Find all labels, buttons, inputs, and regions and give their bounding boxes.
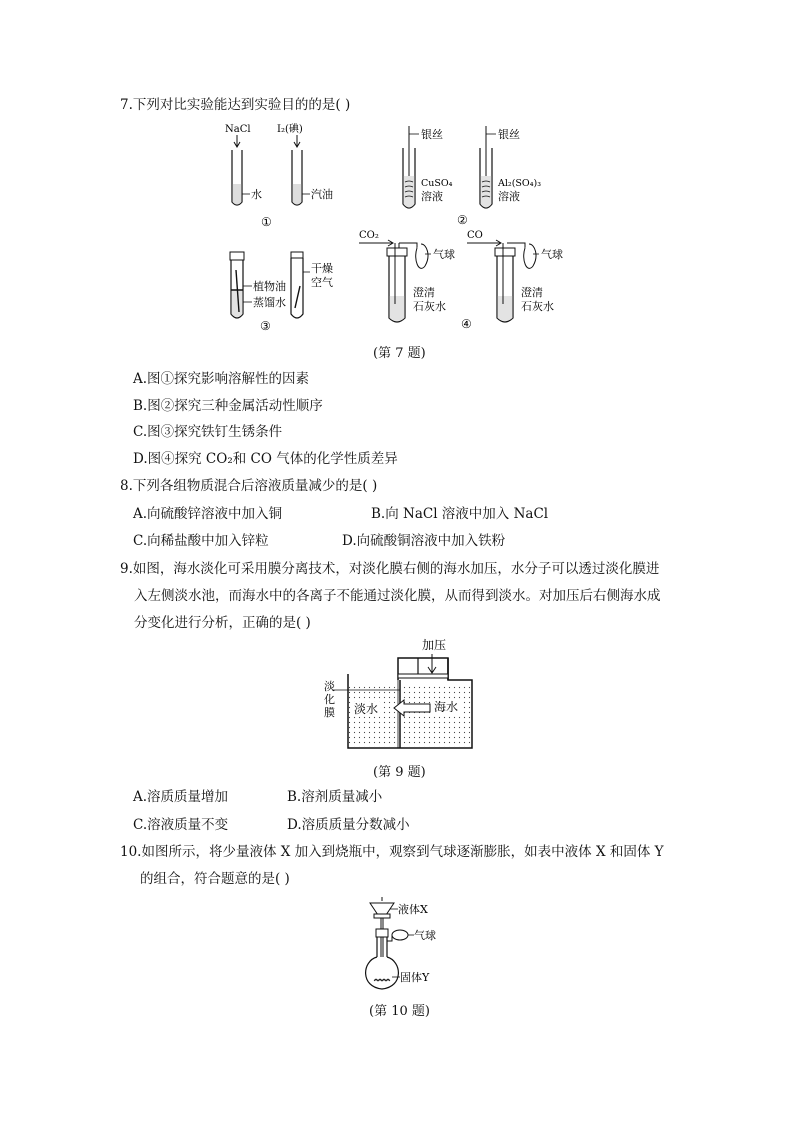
q8-option-a: A.向硫酸锌溶液中加入铜 xyxy=(133,506,283,522)
sea-water-label: 海水 xyxy=(434,700,459,714)
q9-figure xyxy=(318,636,483,754)
balloon-a-label: 气球 xyxy=(433,248,455,261)
q9-stem-line-2: 入左侧淡水池，而海水中的各离子不能通过淡化膜，从而得到淡水。对加压后右侧海水成 xyxy=(134,588,661,604)
q10-stem-line-1: 10.如图所示，将少量液体 X 加入到烧瓶中，观察到气球逐渐膨胀，如表中液体 X 和固体 Y xyxy=(120,844,664,860)
q7-figure-4 xyxy=(357,226,582,336)
fresh-water-label: 淡水 xyxy=(354,702,379,716)
q10-figure xyxy=(352,895,457,997)
q9-stem-line-1: 9.如图，海水淡化可采用膜分离技术，对淡化膜右侧的海水加压，水分子可以透过淡化膜进 xyxy=(120,561,660,577)
q8-option-b: B.向 NaCl 溶液中加入 NaCl xyxy=(371,506,549,522)
limewater-a-2: 石灰水 xyxy=(413,300,446,313)
co-label: CO xyxy=(467,230,483,241)
co2-label: CO₂ xyxy=(359,230,379,241)
limewater-b-1: 澄清 xyxy=(521,286,543,299)
q9-option-c: C.溶液质量不变 xyxy=(133,817,229,833)
q7-caption: (第 7 题) xyxy=(373,346,426,361)
balloon-b-label: 气球 xyxy=(541,248,563,261)
q9-option-a: A.溶质质量增加 xyxy=(133,789,229,805)
q9-option-b: B.溶剂质量减小 xyxy=(287,789,383,805)
liquid-x-label: 液体X xyxy=(398,903,428,916)
pressure-label: 加压 xyxy=(422,638,447,652)
fig4-number: ④ xyxy=(461,317,472,331)
distilled-water-label: 蒸馏水 xyxy=(253,296,286,309)
q9-caption: (第 9 题) xyxy=(373,765,426,780)
q7-figure-1 xyxy=(215,118,345,230)
membrane-label-1: 淡 xyxy=(324,680,335,693)
q8-option-c: C.向稀盐酸中加入锌粒 xyxy=(133,533,269,549)
air-label: 空气 xyxy=(311,276,333,289)
solution-b-label: 溶液 xyxy=(498,190,520,203)
q8-option-d: D.向硫酸铜溶液中加入铁粉 xyxy=(342,533,506,549)
membrane-label-2: 化 xyxy=(324,693,335,706)
q7-option-c: C.图③探究铁钉生锈条件 xyxy=(133,424,283,440)
q7-option-a: A.图①探究影响溶解性的因素 xyxy=(133,371,310,387)
q7-figure-2 xyxy=(395,120,565,230)
nacl-label: NaCl xyxy=(225,124,251,135)
fig3-number: ③ xyxy=(260,319,271,333)
q7-figure-3 xyxy=(222,250,347,335)
q10-caption: (第 10 题) xyxy=(369,1004,430,1019)
limewater-b-2: 石灰水 xyxy=(521,300,554,313)
q9-option-d: D.溶质质量分数减小 xyxy=(287,817,410,833)
silver-wire-b-label: 银丝 xyxy=(498,128,520,141)
silver-wire-a-label: 银丝 xyxy=(421,128,443,141)
solution-a-label: 溶液 xyxy=(421,190,443,203)
limewater-a-1: 澄清 xyxy=(413,286,435,299)
q9-stem-line-3: 分变化进行分析，正确的是( ) xyxy=(134,615,311,631)
q8-stem: 8.下列各组物质混合后溶液质量减少的是( ) xyxy=(120,478,378,494)
q10-stem-line-2: 的组合，符合题意的是( ) xyxy=(140,871,290,887)
dry-label: 干燥 xyxy=(311,262,333,275)
iodine-label: I₂(碘) xyxy=(277,124,303,135)
fig1-number: ① xyxy=(261,215,272,229)
cuso4-label: CuSO₄ xyxy=(421,178,453,189)
solid-y-label: 固体Y xyxy=(400,971,430,984)
fig2-number: ② xyxy=(457,213,468,227)
water-label: 水 xyxy=(251,188,262,201)
balloon-label: 气球 xyxy=(414,929,436,942)
plant-oil-label: 植物油 xyxy=(253,280,286,293)
membrane-label-3: 膜 xyxy=(324,706,335,719)
gasoline-label: 汽油 xyxy=(311,188,333,201)
q7-option-b: B.图②探究三种金属活动性顺序 xyxy=(133,398,323,414)
al2so43-label: Al₂(SO₄)₃ xyxy=(498,178,542,189)
q7-option-d: D.图④探究 CO₂和 CO 气体的化学性质差异 xyxy=(133,451,398,467)
q7-stem: 7.下列对比实验能达到实验目的的是( ) xyxy=(120,97,351,113)
